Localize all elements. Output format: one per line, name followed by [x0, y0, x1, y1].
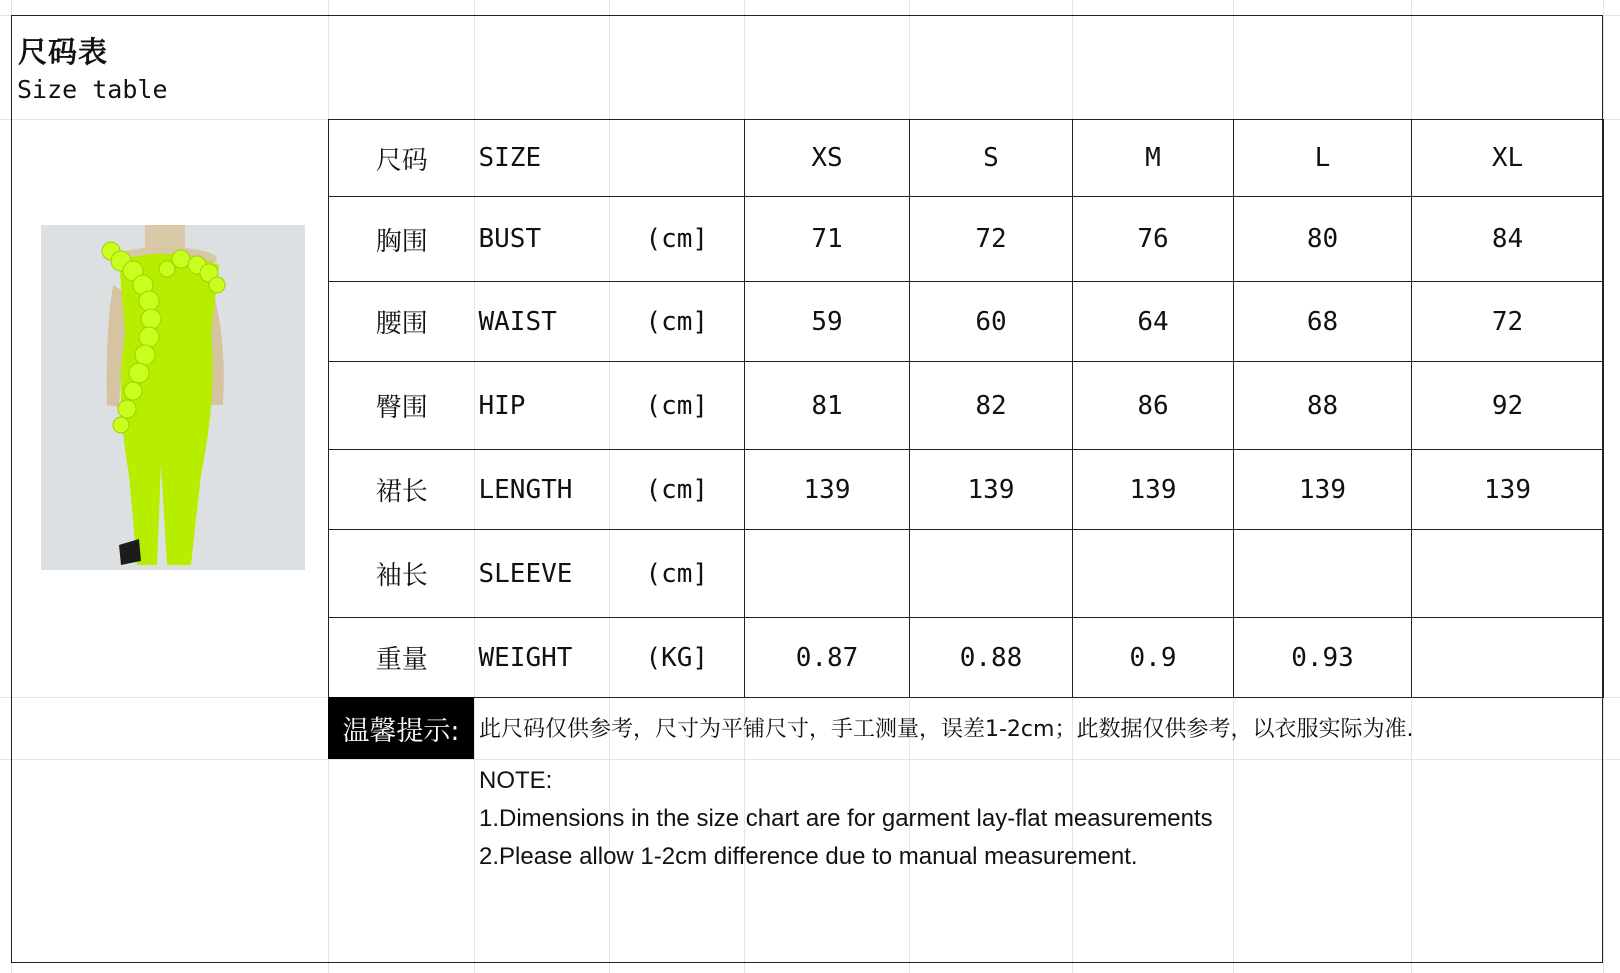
- row-unit: (KG]: [610, 618, 745, 698]
- note-line-2: 2.Please allow 1-2cm difference due to manual measurement.: [479, 843, 1138, 870]
- table-cell: [1412, 618, 1604, 698]
- row-unit: (cm]: [610, 362, 745, 450]
- tips-text: 此尺码仅供参考，尺寸为平铺尺寸，手工测量，误差1-2cm；此数据仅供参考，以衣服实际为准.: [479, 717, 1414, 742]
- table-cell: 0.93: [1234, 618, 1412, 698]
- row-unit: (cm]: [610, 282, 745, 362]
- header-cn: 尺码: [329, 120, 475, 197]
- table-row-length: [329, 450, 1604, 530]
- size-l: L: [1234, 120, 1412, 197]
- page-title-en: Size table: [17, 75, 168, 104]
- table-cell: 139: [745, 450, 910, 530]
- size-s: S: [910, 120, 1073, 197]
- row-label-cn: 胸围: [329, 197, 475, 282]
- table-cell: 0.9: [1073, 618, 1234, 698]
- row-label-cn: 臀围: [329, 362, 475, 450]
- row-label-cn: 袖长: [329, 530, 475, 618]
- row-label-en: WAIST: [475, 282, 610, 362]
- page-title-cn: 尺码表: [18, 35, 109, 69]
- table-cell: 92: [1412, 362, 1604, 450]
- table-row-sleeve: [329, 530, 1604, 618]
- row-label-cn: 重量: [329, 618, 475, 698]
- size-xl: XL: [1412, 120, 1604, 197]
- row-label-cn: 裙长: [329, 450, 475, 530]
- row-label-cn: 腰围: [329, 282, 475, 362]
- dress-illustration: [41, 225, 305, 570]
- product-photo: [41, 225, 305, 570]
- table-cell: 71: [745, 197, 910, 282]
- table-row-bust: [329, 197, 1604, 282]
- header-unit-spacer: [610, 120, 745, 197]
- table-row-waist: [329, 282, 1604, 362]
- table-cell: 86: [1073, 362, 1234, 450]
- table-cell: 72: [1412, 282, 1604, 362]
- table-cell: 139: [1073, 450, 1234, 530]
- note-block: [479, 762, 1213, 876]
- note-line-1: 1.Dimensions in the size chart are for garment lay-flat measurements: [479, 805, 1213, 832]
- table-cell: 139: [910, 450, 1073, 530]
- table-row-hip: [329, 362, 1604, 450]
- size-xs: XS: [745, 120, 910, 197]
- row-unit: (cm]: [610, 530, 745, 618]
- table-cell: 88: [1234, 362, 1412, 450]
- row-label-en: LENGTH: [475, 450, 610, 530]
- table-cell: 68: [1234, 282, 1412, 362]
- size-m: M: [1073, 120, 1234, 197]
- table-cell: 60: [910, 282, 1073, 362]
- table-cell: 81: [745, 362, 910, 450]
- table-cell: 0.87: [745, 618, 910, 698]
- row-label-en: WEIGHT: [475, 618, 610, 698]
- table-cell: [1234, 530, 1412, 618]
- table-cell: 59: [745, 282, 910, 362]
- table-cell: [1073, 530, 1234, 618]
- row-label-en: BUST: [475, 197, 610, 282]
- table-cell: 139: [1234, 450, 1412, 530]
- table-cell: 82: [910, 362, 1073, 450]
- row-label-en: HIP: [475, 362, 610, 450]
- table-cell: 76: [1073, 197, 1234, 282]
- table-cell: [745, 530, 910, 618]
- table-cell: 84: [1412, 197, 1604, 282]
- tips-label: 温馨提示:: [328, 697, 474, 759]
- header-en: SIZE: [475, 120, 610, 197]
- size-table: [328, 119, 1604, 698]
- table-cell: 0.88: [910, 618, 1073, 698]
- table-cell: 72: [910, 197, 1073, 282]
- table-cell: [910, 530, 1073, 618]
- row-unit: (cm]: [610, 197, 745, 282]
- note-heading: NOTE:: [479, 767, 553, 794]
- row-label-en: SLEEVE: [475, 530, 610, 618]
- table-cell: [1412, 530, 1604, 618]
- row-unit: (cm]: [610, 450, 745, 530]
- table-cell: 80: [1234, 197, 1412, 282]
- table-cell: 64: [1073, 282, 1234, 362]
- table-row-weight: [329, 618, 1604, 698]
- table-header-row: [329, 120, 1604, 197]
- table-cell: 139: [1412, 450, 1604, 530]
